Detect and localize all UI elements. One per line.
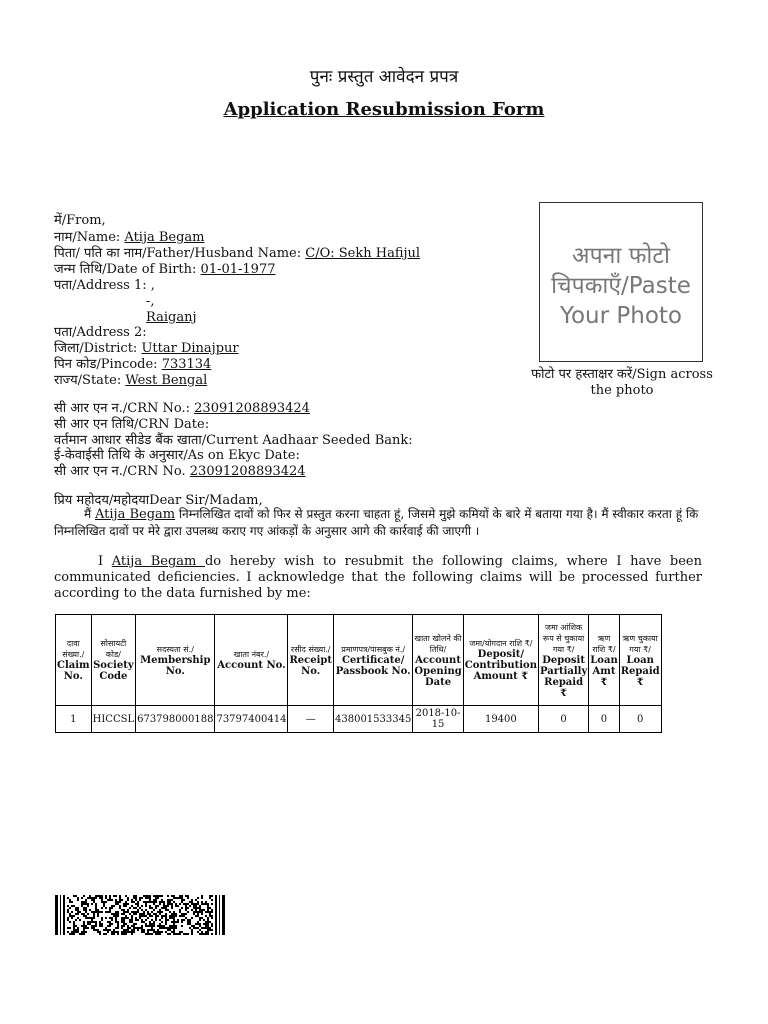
photo-placeholder-text: अपना फोटो चिपकाएँ/Paste Your Photo [551,243,691,329]
barcode-icon [55,895,225,935]
header-loan-repaid: ऋण चुकाया गया ₹/ Loan Repaid ₹ [619,615,661,706]
dob-label: जन्म तिथि/Date of Birth: [54,262,201,277]
address1-label: पता/Address 1: , [54,278,155,293]
crn-label: सी आर एन न./CRN No.: [54,401,195,416]
crn-row [54,401,310,417]
header-deposit-amount: जमा/योगदान राशि ₹/ Deposit/ Contribution Amount ₹ [463,615,538,706]
father-name: C/O: Sekh Hafijul [305,246,421,261]
header-society-code: सोसायटी कोड/ Society Code [91,615,135,706]
district-value: Uttar Dinajpur [141,341,239,356]
dob-row [54,262,276,278]
page-title-hindi: पुनः प्रस्तुत आवेदन प्रपत्र [309,67,459,87]
cell-receipt-no: — [288,706,334,733]
crn2-value: 23091208893424 [189,464,306,479]
crn2-row [54,464,306,480]
table-header-row [56,615,662,706]
address2-label: पता/Address 2: [54,325,147,340]
header-loan-amt: ऋण राशि ₹/ Loan Amt ₹ [589,615,619,706]
district-row [54,341,239,357]
name-label: नाम/Name: [54,230,125,245]
applicant-name: Atija Begam [124,230,205,245]
father-label: पिता/ पति का नाम/Father/Husband Name: [54,246,306,261]
page-title: Application Resubmission Form [223,99,545,120]
photo-box [539,202,703,362]
header-claim-no: दावा संख्या./ Claim No. [56,615,92,706]
cell-claim-no: 1 [56,706,92,733]
cell-deposit-amount: 19400 [463,706,538,733]
district-label: जिला/District: [54,341,142,356]
cell-society-code: HICCSL [91,706,135,733]
eng-para-prefix: I [98,554,112,569]
ekyc-label: ई-केवाईसी तिथि के अनुसार/As on Ekyc Date: [54,448,300,463]
photo-caption: फोटो पर हस्ताक्षर करें/Sign across the photo [531,367,713,398]
cell-membership-no: 673798000188 [136,706,215,733]
hindi-paragraph [54,506,704,539]
cell-certificate-no: 438001533345 [334,706,413,733]
cell-loan-repaid: 0 [619,706,661,733]
hindi-para-prefix: मैं [84,507,95,521]
table-row [56,706,662,733]
state-label: राज्य/State: [54,373,126,388]
header-deposit-repaid: जमा आंशिक रूप से चुकाया गया ₹/ Deposit Partially Repaid ₹ [538,615,588,706]
father-row [54,246,420,262]
cell-loan-amt: 0 [589,706,619,733]
crn2-label: सी आर एन न./CRN No. [54,464,190,479]
header-account-no: खाता नंबर./ Account No. [215,615,288,706]
eng-para-text: do hereby wish to resubmit the following claims, where I have been communicated deficiencies. I acknowledge that the following claims will be processed further according to the data furnished by me: [54,554,702,601]
state-value: West Bengal [125,373,208,388]
address1-line2: -, [146,294,155,309]
header-certificate-no: प्रमाणपत्र/पासबुक नं./ Certificate/ Passbook No. [334,615,413,706]
hindi-para-text: निम्नलिखित दावों को फिर से प्रस्तुत करना चाहता हूं, जिसमे मुझे कमियों के बारे में बताया गया है। मैं स्वीकार करता हूं कि निम्नलिखित दावों पर मेरे द्वारा उपलब्ध कराए गए आंकड़ों के अनुसार आगे की कार्रवाई की जाएगी । [54,507,699,538]
address1-city: Raiganj [146,310,197,325]
crn-date-label: सी आर एन तिथि/CRN Date: [54,417,210,432]
salutation: प्रिय महोदय/महोदयाDear Sir/Madam, [54,493,263,508]
header-receipt-no: रसीद संख्या./ Receipt No. [288,615,334,706]
eng-para-name: Atija Begam [111,554,205,569]
cell-account-no: 73797400414 [215,706,288,733]
name-row [54,230,205,246]
english-paragraph [54,554,702,602]
pincode-label: पिन कोड/Pincode: [54,357,162,372]
bank-label: वर्तमान आधार सीडेड बैंक खाता/Current Aadhaar Seeded Bank: [54,433,413,448]
cell-opening-date: 2018-10-15 [413,706,463,733]
from-label: में/From, [54,213,106,228]
header-opening-date: खाता खोलने की तिथि/ Account Opening Date [413,615,463,706]
hindi-para-name: Atija Begam [95,507,176,522]
pincode-row [54,357,211,373]
header-membership-no: सदस्यता सं./ Membership No. [136,615,215,706]
dob-value: 01-01-1977 [200,262,276,277]
cell-deposit-repaid: 0 [538,706,588,733]
state-row [54,373,207,389]
crn-value: 23091208893424 [194,401,310,416]
pincode-value: 733134 [161,357,212,372]
claims-table [55,614,662,733]
